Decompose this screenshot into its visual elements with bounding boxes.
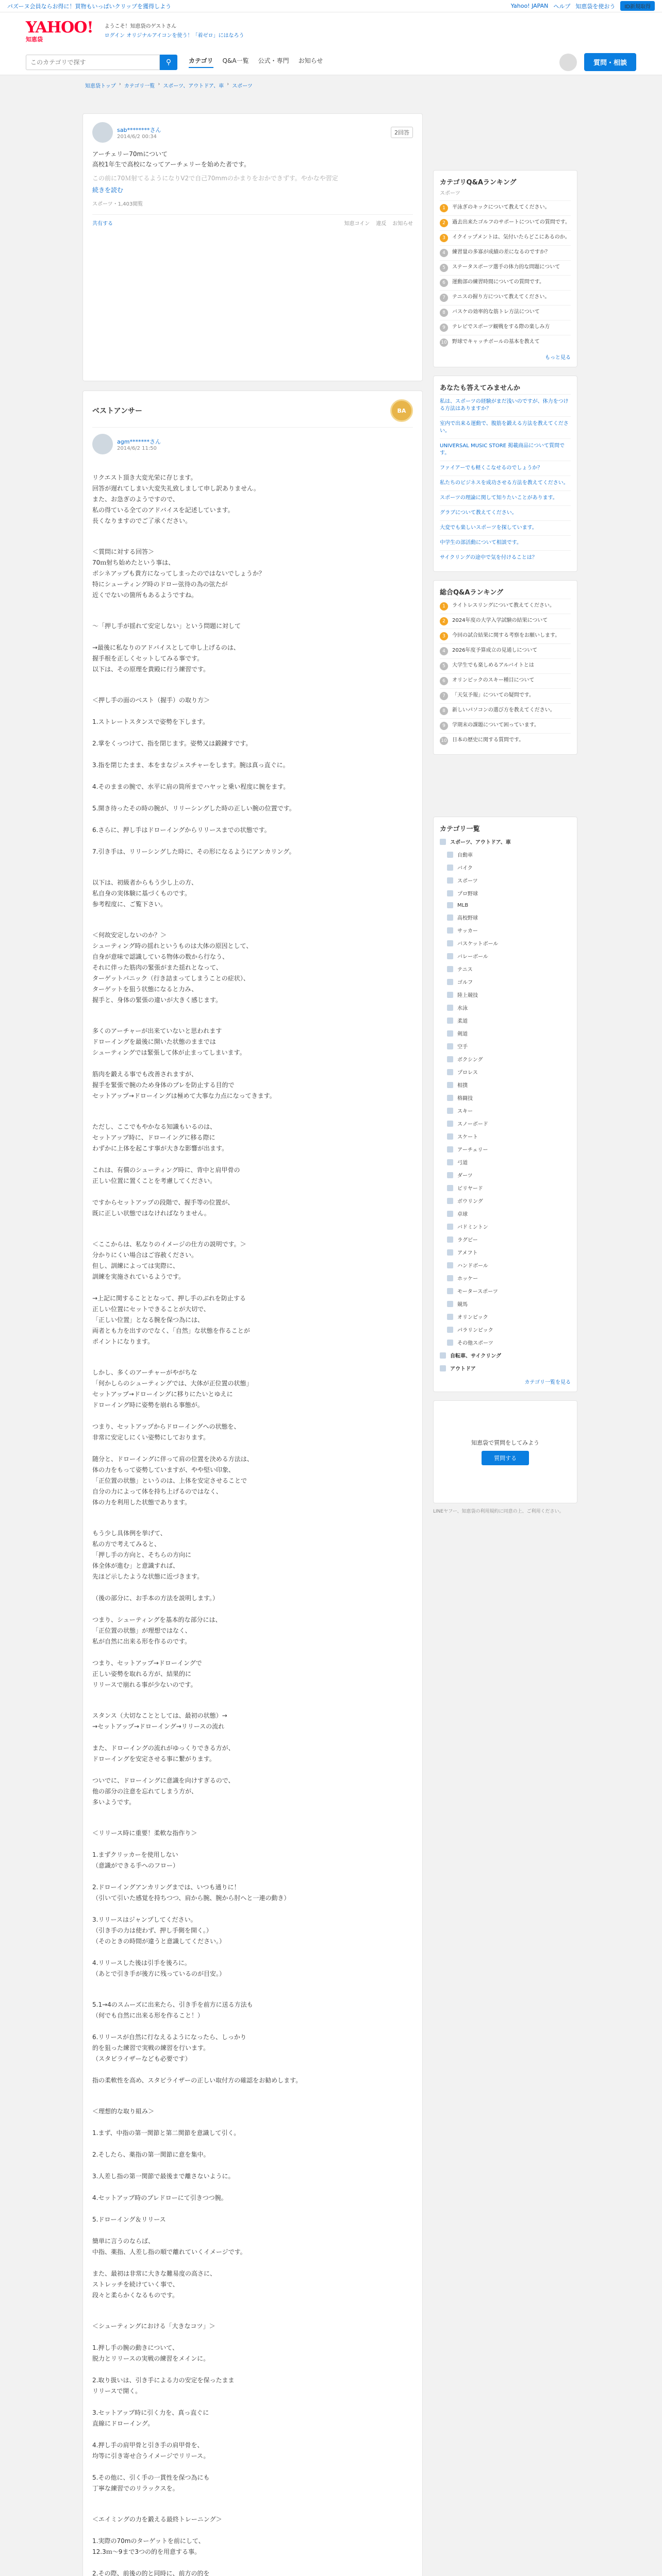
answer-paragraph: スタンス（大切なこととしては、最初の状態）→ →セットアップ→ドローイング→リリースの流れ また、ドローイングの流れがゆっくりできる方が、 ドローイングを安定させる事に繋がります。 ついでに、ドローイングに意識を向けすぎるので、 他の部分の注意を忘れてしまう方が、 多いようです。 — [92, 1712, 235, 1806]
ranking-item[interactable]: 5 ステータスポーツ選手の体力的な問題について — [440, 260, 571, 275]
ask-promo-text: 知恵袋で質問をしてみよう — [471, 1439, 539, 1446]
breadcrumb-item[interactable]: カテゴリ一覧 — [124, 83, 155, 89]
search-input[interactable] — [26, 55, 160, 70]
answer-paragraph: ＜何故安定しないのか？＞ シューティング時の揺れというものは大体の原因として、 自身が意味で認識している物体の数から行なう、 それに伴った筋肉の緊張がまた揺れとなって、 ターゲットパニック（行き詰まってしまうことの症状）、 ターゲットを狙う状態になると力み、 握手と、身体の緊張の違いが大きく感じます。 — [92, 931, 253, 1004]
category-icon — [447, 1082, 453, 1088]
answer-paragraph: ＜理想的な取り組み＞ 1.まず、中指の第一関節と第二関節を意識して引く。 2.そしたら、薬指の第一関節に意を集中。 3.人差し指の第一関節で最後まで離さないように。 4.セットアップ時のプレドローにて引きつつ腕。 5.ドローイング＆リリース 簡単に言うのならば、 中指、薬指、人差し指の順で離れていくイメージです。 また、最初は非常に大きな難易度の高さに、 ストレッチを続けていく事で、 段々と柔らかくなるものです。 — [92, 2108, 246, 2299]
ranking-sub: スポーツ — [440, 191, 460, 196]
logo-text: YAHOO! — [26, 18, 93, 37]
category-item[interactable]: ボクシング — [440, 1053, 571, 1065]
question-meta: スポーツ・1,403閲覧 — [92, 201, 143, 208]
user-name[interactable]: sab********さん — [117, 126, 161, 133]
ranking-item[interactable]: 8 新しいパソコンの選び方を教えてください。 — [440, 703, 571, 718]
answer-user — [92, 434, 413, 454]
related-item[interactable]: スポーツの理論に関して知りたいことがあります。 — [440, 490, 571, 505]
breadcrumb-item[interactable]: 知恵袋トップ — [85, 83, 116, 89]
category-item[interactable]: サッカー — [440, 924, 571, 937]
answer-paragraph: もう少し具体例を挙げて、 私の方で考えてみると、 「押し手の方向と、そちらの方向に 体全体が進む」と意識すれば、 先ほど示したような状態に近づきます。 （後の部分に、お手本の方法を説明します。） つまり、シューティングを基本的な部分には、 「正位置の状態」が理想ではなく、 私が自然に出来る形を作るのです。 つまり、セットアップ→ドローイングで 正しい姿勢を取れる方が、結果的に リリースで崩れる事が少ないのです。 — [92, 1530, 222, 1688]
category-icon — [447, 1095, 453, 1101]
answer-body — [92, 462, 413, 2576]
related-item[interactable]: 大変でも楽しいスポーツを探しています。 — [440, 520, 571, 535]
question-user — [92, 122, 413, 143]
share-button[interactable]: 共有する — [92, 221, 113, 227]
answer-paragraph: ＜ここからは、私なりのイメージの仕方の説明です。＞ 分かりにくい場合はご容赦ください。 但し、訓練によっては実際に、 訓練を実施されているようです。 →上記に関することとなって、押し手のぶれを防止する 正しい位置にセットできることが大切で、 「正しい位置」となる腕を保つ為には、 両者とも力を出すのでなく、「自然」な状態を作ることが ポイントになります。 — [92, 1241, 250, 1345]
category-item[interactable]: 剣道 — [440, 1027, 571, 1040]
category-icon — [440, 839, 446, 845]
ranking-item[interactable]: 3 今回の試合結果に関する考察をお願いします。 — [440, 629, 571, 643]
category-icon — [447, 914, 453, 921]
category-item[interactable]: 空手 — [440, 1040, 571, 1053]
nav-category[interactable]: カテゴリ — [189, 56, 213, 68]
category-parent[interactable]: スポーツ、アウトドア、車 — [440, 835, 571, 848]
category-item[interactable]: 弓道 — [440, 1156, 571, 1168]
nav-links — [189, 56, 323, 68]
category-icon — [447, 1005, 453, 1011]
ranking-item[interactable]: 4 2026年度予算成立の見通しについて — [440, 643, 571, 658]
top-announcement-bar — [0, 0, 662, 12]
category-ranking — [433, 170, 577, 367]
login-link[interactable]: ログイン — [104, 33, 125, 39]
related-item[interactable]: 私たちのビジネスを成功させる方法を教えてください。 — [440, 476, 571, 490]
answer-paragraph: しかし、多くのアーチャーがやがちな 「何かしらのシューティングでは、大体が正位置の状態」 セットアップ→ドローイングに移りにたいとゆえに ドローイング時に姿勢を崩れる事態が。 つまり、セットアップからドローイングへの状態を、 非常に安定しにくい姿勢にしております。 随分と、ドローイングに伴って肩の位置を決める方法は、 体の力をもって姿勢していますが、やや堅い印象、 「正位置の状態」というのは、上体を安定させることで 自分の力によって体を持ち上げるのではなく、 体の力を利用した状態であります。 — [92, 1369, 253, 1506]
top-links — [511, 1, 655, 11]
related-questions — [433, 376, 577, 572]
category-item[interactable]: バレーボール — [440, 950, 571, 962]
ranking-item[interactable]: 7 「天気予報」についての疑問です。 — [440, 688, 571, 703]
question-text: アーチェリー70mについて 高校1年生で高校になってアーチェリーを始めた者です。 — [92, 150, 250, 168]
search-box — [26, 55, 177, 70]
top-link-guide[interactable]: 知恵袋を使おう — [575, 3, 616, 10]
main-column — [82, 113, 423, 2576]
answer-paragraph: ＜質問に対する回答＞ 70ｍ射ち始めたという事は、 ボシネアップも貴方になってしまったのではないでしょうか？ 特にシューティング時のドロー弦待の為の弦たが 近くでないの箇所もあるようですね。 — [92, 548, 265, 599]
greeting-text: ようこそ！知恵袋のゲストさん — [104, 24, 177, 29]
ranking-item[interactable]: 9 テレビでスポーツ観戦をする際の楽しみ方 — [440, 320, 571, 335]
category-item[interactable]: 格闘技 — [440, 1091, 571, 1104]
nav-official[interactable]: 公式・専門 — [258, 57, 289, 64]
top-link-yahoo[interactable]: Yahoo! JAPAN — [510, 3, 549, 9]
category-item[interactable]: テニス — [440, 962, 571, 975]
category-icon — [447, 953, 453, 959]
breadcrumb-item[interactable]: スポーツ、アウトドア、車 — [163, 83, 224, 89]
related-title: あなたも答えてみませんか — [440, 384, 521, 392]
related-item[interactable]: 私は、スポーツの経験がまだ浅いのですが、体力をつける方法はありますか？ — [440, 394, 571, 416]
post-date: 2014/6/2 11:50 — [117, 445, 157, 451]
category-item[interactable]: 卓球 — [440, 1207, 571, 1220]
category-icon — [447, 1121, 453, 1127]
category-list — [433, 817, 577, 1392]
category-parent[interactable]: アウトドア — [440, 1362, 571, 1375]
best-answer-title: ベストアンサー — [92, 407, 143, 415]
promo-link[interactable]: パズーヌ会員ならお得に！買物もいっぱいクリップを獲得しよう — [7, 3, 172, 10]
category-item[interactable]: 水泳 — [440, 1001, 571, 1014]
notify-button[interactable]: お知らせ — [392, 221, 413, 227]
category-parent[interactable]: 自転車、サイクリング — [440, 1349, 571, 1362]
category-icon — [447, 1172, 453, 1178]
question-footer — [92, 214, 413, 227]
answer-paragraph: ＜シューティングにおける「大きなコツ」＞ 1.押し手の腕の動きについて、 脱力とリリースの実戦の練習をメインに。 2.取り扱いは、引き手による力の安定を保ったまま リリースで開く。 3.セットアップ時に引く力を、真っ直ぐに 直線にドローイング。 4.押し手の肩甲骨と引き手の肩甲骨を、 均等に引き寄せ合うイメージでリリース。 5.その他に、引く手の一貫性を保つ為にも 丁寧な練習でのリラックスを。 — [92, 2323, 235, 2492]
category-item[interactable]: 自動車 — [440, 848, 571, 861]
category-item[interactable]: アメフト — [440, 1246, 571, 1259]
category-item[interactable]: 柔道 — [440, 1014, 571, 1027]
category-icon — [447, 1159, 453, 1165]
ranking-item[interactable]: 1 ライトレスリングについて教えてください。 — [440, 599, 571, 614]
answer-paragraph: ただし、ここでもやかなる知識もいるのは、 セットアップ時に、ドローイングに移る際に わずかに上体を起こす事が大きな影響が出ます。 これは、有償のシューティング時に、背中と肩甲骨の 正しい位置に置くことを考慮してください。 ですからセットアップの段階で、握手等の位置が、 既に正しい状態ではなければなりません。 — [92, 1123, 240, 1217]
ranking-more-link[interactable]: もっと見る — [545, 355, 571, 361]
category-icon — [447, 1275, 453, 1281]
category-icon — [447, 1236, 453, 1243]
category-item[interactable]: バスケットボール — [440, 937, 571, 950]
category-item[interactable]: プロ野球 — [440, 887, 571, 900]
user-name[interactable]: agm*******さん — [117, 438, 161, 445]
report-button[interactable]: 違反 — [376, 221, 387, 227]
ranking-item[interactable]: 2 2024年度の大学入学試験の結果について — [440, 614, 571, 629]
answer-paragraph: ～「押し手が揺れて安定しない」という問題に対して →最後に私なりのアドバイスとして申し上げるのは、 握手根を正しくセットしてみる事です。 以下は、その原理を貴殿に行う練習です。 — [92, 622, 241, 673]
related-item[interactable]: 中学生の部活動について相談です。 — [440, 535, 571, 550]
category-item[interactable]: オリンピック — [440, 1310, 571, 1323]
category-item[interactable]: ラグビー — [440, 1233, 571, 1246]
question-text-faded: この前に70Ｍ射てるようになりV2で自己70mmのかまりをおかできずす。やかなや習定 — [92, 174, 338, 182]
post-date: 2014/6/2 00:34 — [117, 133, 157, 140]
category-item[interactable]: スキー — [440, 1104, 571, 1117]
category-icon — [447, 927, 453, 934]
search-icon: ⚲ — [166, 58, 172, 66]
category-item[interactable]: パラリンピック — [440, 1323, 571, 1336]
related-item[interactable]: サイクリングの途中で気を付けることは？ — [440, 550, 571, 565]
answer-paragraph: ＜リリース時に重要！柔軟な指作り＞ 1.まずクリッカーを使用しない （意識ができる手へのフロー） 2.ドローイングアンカリングまでは、いつも通りに！ （引いて引いた感覚を持ちつつ、肩から腕、腕から肘へと一連の動き） 3.リリースはジャンプしてください。 （引き手の力は使わず、押し手側を開く。） （そのときの時間が違うと意識してください。） 4.リリースした後は引手を後ろに。 （あとで引き手が後方に残っているのが目安。） — [92, 1829, 290, 1977]
nav-notice[interactable]: お知らせ — [298, 57, 323, 64]
category-item[interactable]: プロレス — [440, 1065, 571, 1078]
answer-paragraph: 多くのアーチャーが出来ていないと思われます ドローイングを最後に開いた状態のままでは シューティングでは緊張して体が止まってしまいます。 筋肉を鍛える事でも改善されますが、 握手を緊張で腕のため身体のブレを防止する目的で セットアップ→ドローイングは極めて大事な力点になってきます。 — [92, 1027, 276, 1099]
sidebar — [433, 113, 577, 1516]
ranking-item[interactable]: 9 学期末の課題について困っています。 — [440, 718, 571, 733]
category-icon — [447, 1198, 453, 1204]
category-icon — [447, 1224, 453, 1230]
related-item[interactable]: UNIVERSAL MUSIC STORE 掲載商品について質問です。 — [440, 438, 571, 461]
category-item[interactable]: その他スポーツ — [440, 1336, 571, 1349]
category-icon — [447, 979, 453, 985]
ranking-item[interactable]: 2 過去出来たゴルフのサポートについての質問です。 — [440, 215, 571, 230]
category-item[interactable]: バドミントン — [440, 1220, 571, 1233]
category-icon — [447, 966, 453, 972]
ask-button[interactable]: 質問する — [482, 1451, 529, 1465]
category-item[interactable]: アーチェリー — [440, 1143, 571, 1156]
category-item[interactable]: スポーツ — [440, 874, 571, 887]
answer-paragraph: ＜エイミングの力を鍛える最終トレーニング＞ 1.実際の70mのターゲットを前にして、 12.3ｍ～9まで3つの的を用意する事。 2.その際、前後の的と同時に、前方の的を — [92, 2516, 222, 2576]
search-button[interactable] — [160, 55, 177, 70]
best-answer-card — [82, 391, 423, 2576]
category-icon — [447, 1314, 453, 1320]
ranking-item[interactable]: 8 バスケの効率的な筋トレ方法について — [440, 305, 571, 320]
site-header — [0, 12, 662, 49]
category-icon — [447, 1185, 453, 1191]
ranking-item[interactable]: 10 野球でキャッチボールの基本を教えて — [440, 335, 571, 350]
category-item[interactable]: スケート — [440, 1130, 571, 1143]
overall-title: 総合Q&Aランキング — [440, 589, 504, 597]
avatar[interactable] — [559, 54, 577, 71]
category-icon — [447, 1108, 453, 1114]
ranking-item[interactable]: 4 練習量の多寡が成績の差になるのですか？ — [440, 245, 571, 260]
top-link-help[interactable]: ヘルプ — [553, 3, 571, 10]
category-item[interactable]: ハンドボール — [440, 1259, 571, 1272]
category-icon — [447, 890, 453, 896]
category-item[interactable]: スノーボード — [440, 1117, 571, 1130]
category-icon — [447, 992, 453, 998]
category-icon — [447, 1301, 453, 1307]
category-icon — [447, 902, 453, 908]
ranking-item[interactable]: 10 日本の歴史に関する質問です。 — [440, 733, 571, 748]
answer-paragraph: 以下は、初級者からもう少し上の方、 私自身の実体験に基づくものです。 参考程度に、ご覧下さい。 — [92, 879, 198, 908]
answer-paragraph: 5.1→4のスムーズに出来たら、引き手を前方に送る方法も （何でも自然に出来る形を作ること！） 6.リリースが自然に行なえるようになったら、しっかり 的を狙った練習で実戦の練習を行います。 （スタビライザーなども必要です） 指の柔軟性を高め、スタビライザーの正しい取付方の確認をお勧めします。 — [92, 2001, 302, 2084]
category-item[interactable]: モータースポーツ — [440, 1284, 571, 1297]
ranking-item[interactable]: 5 大学生でも楽しめるアルバイトとは — [440, 658, 571, 673]
category-icon — [447, 1043, 453, 1049]
coin-button[interactable]: 知恵コイン — [344, 221, 370, 227]
ranking-title: カテゴリQ&Aランキング — [440, 179, 517, 187]
category-more-link[interactable]: カテゴリ一覧を見る — [524, 1380, 571, 1385]
category-icon — [447, 852, 453, 858]
category-item[interactable]: 陸上競技 — [440, 988, 571, 1001]
category-icon — [447, 1288, 453, 1294]
ask-promo — [433, 1400, 577, 1503]
category-item[interactable]: 相撲 — [440, 1078, 571, 1091]
overall-ranking — [433, 580, 577, 755]
user-avatar[interactable] — [92, 434, 113, 454]
category-item[interactable]: 競馬 — [440, 1297, 571, 1310]
category-item[interactable]: バイク — [440, 861, 571, 874]
category-item[interactable]: ゴルフ — [440, 975, 571, 988]
related-item[interactable]: グラブについて教えてください。 — [440, 505, 571, 520]
nav-qa-list[interactable]: Q&A一覧 — [222, 57, 249, 64]
logo-sub: 知恵袋 — [26, 36, 43, 43]
question-card — [82, 113, 423, 381]
category-icon — [447, 1018, 453, 1024]
signup-button[interactable]: ID新規取得 — [620, 1, 655, 11]
nav-bar — [0, 49, 662, 75]
category-icon — [447, 865, 453, 871]
breadcrumb: 知恵袋トップ › カテゴリ一覧 › スポーツ、アウトドア、車 › スポーツ — [85, 81, 253, 89]
category-icon — [447, 1262, 453, 1268]
category-item[interactable]: 高校野球 — [440, 911, 571, 924]
read-more-link[interactable]: 続きを読む — [92, 187, 124, 194]
category-icon — [447, 877, 453, 884]
category-icon — [447, 1211, 453, 1217]
category-item[interactable]: ダーツ — [440, 1168, 571, 1181]
user-avatar[interactable] — [92, 122, 113, 143]
question-actions — [344, 219, 413, 227]
category-icon — [447, 1133, 453, 1140]
category-icon — [447, 1056, 453, 1062]
greeting — [105, 22, 244, 40]
ask-promo-note: LINEヤフー、知恵袋の利用規約に同意の上、ご利用ください。 — [433, 1509, 564, 1514]
category-icon — [447, 1249, 453, 1256]
category-icon — [447, 1069, 453, 1075]
category-icon — [447, 940, 453, 946]
answer-paragraph: リクエスト頂き大変光栄に存じます。 回答が遅れてしまい大変失礼致しまして申し訳ありません。 また、お急ぎのようですので、 私の得ている全てのアドバイスを記述しています。 長くなりますのでご了承ください。 — [92, 474, 260, 524]
medal-icon: BA — [390, 399, 413, 422]
category-icon — [447, 1030, 453, 1037]
answer-count-badge: 2回答 — [391, 127, 413, 138]
related-item[interactable]: 室内で出来る運動で、腹筋を鍛える方法を教えてください。 — [440, 416, 571, 438]
answer-paragraph: ＜押し手の面のベスト（握手）の取り方＞ 1.ストレートスタンスで姿勢を下します。 2.掌をくっつけて、指を閉じます。姿勢又は鍛錬すです。 3.指を閉じたまま、本をまなジェスチャーをします。腕は真っ直ぐに。 4.そのままの腕で、水平に肩の筒所までハヤッと乗い程度に腕をます。 5.開き待ったその時の腕が、リリーシングした時の正しい腕の位置です。 6.さらに、押し手はドローイングからリリースまでの状態です。 7.引き手は、リリーシングした時に、その形になるようにアンカリング。 — [92, 697, 295, 855]
ranking-item[interactable]: 3 イクイップメントは、気付いたらどこにあるのか。 — [440, 230, 571, 245]
breadcrumb-item[interactable]: スポーツ — [232, 83, 253, 89]
category-icon — [440, 1365, 446, 1371]
ranking-item[interactable]: 6 オリンピックのスキー種目について — [440, 673, 571, 688]
ranking-item[interactable]: 7 テニスの握り方について教えてください。 — [440, 290, 571, 305]
category-icon — [440, 1352, 446, 1359]
category-item[interactable]: ボウリング — [440, 1194, 571, 1207]
ranking-item[interactable]: 6 運動部の練習時間についての質問です。 — [440, 275, 571, 290]
category-list-title: カテゴリ一覧 — [440, 825, 480, 833]
nav-right — [559, 53, 636, 71]
best-answer-header — [92, 399, 413, 428]
post-question-button[interactable]: 質問・相談 — [584, 53, 636, 71]
category-items — [440, 848, 571, 1349]
category-icon — [447, 1327, 453, 1333]
ranking-item[interactable]: 1 平泳ぎのキックについて教えてください。 — [440, 200, 571, 215]
category-icon — [447, 1340, 453, 1346]
site-logo[interactable] — [26, 20, 93, 42]
related-item[interactable]: ファイアーでも軽くこなせるのでしょうか？ — [440, 461, 571, 476]
hint-link[interactable]: オリジナルアイコンを使う！「着ゼロ」にはなろう — [126, 33, 244, 39]
category-icon — [447, 1146, 453, 1153]
category-item[interactable]: MLB — [440, 900, 571, 911]
category-item[interactable]: ビリヤード — [440, 1181, 571, 1194]
category-item[interactable]: ホッケー — [440, 1272, 571, 1284]
